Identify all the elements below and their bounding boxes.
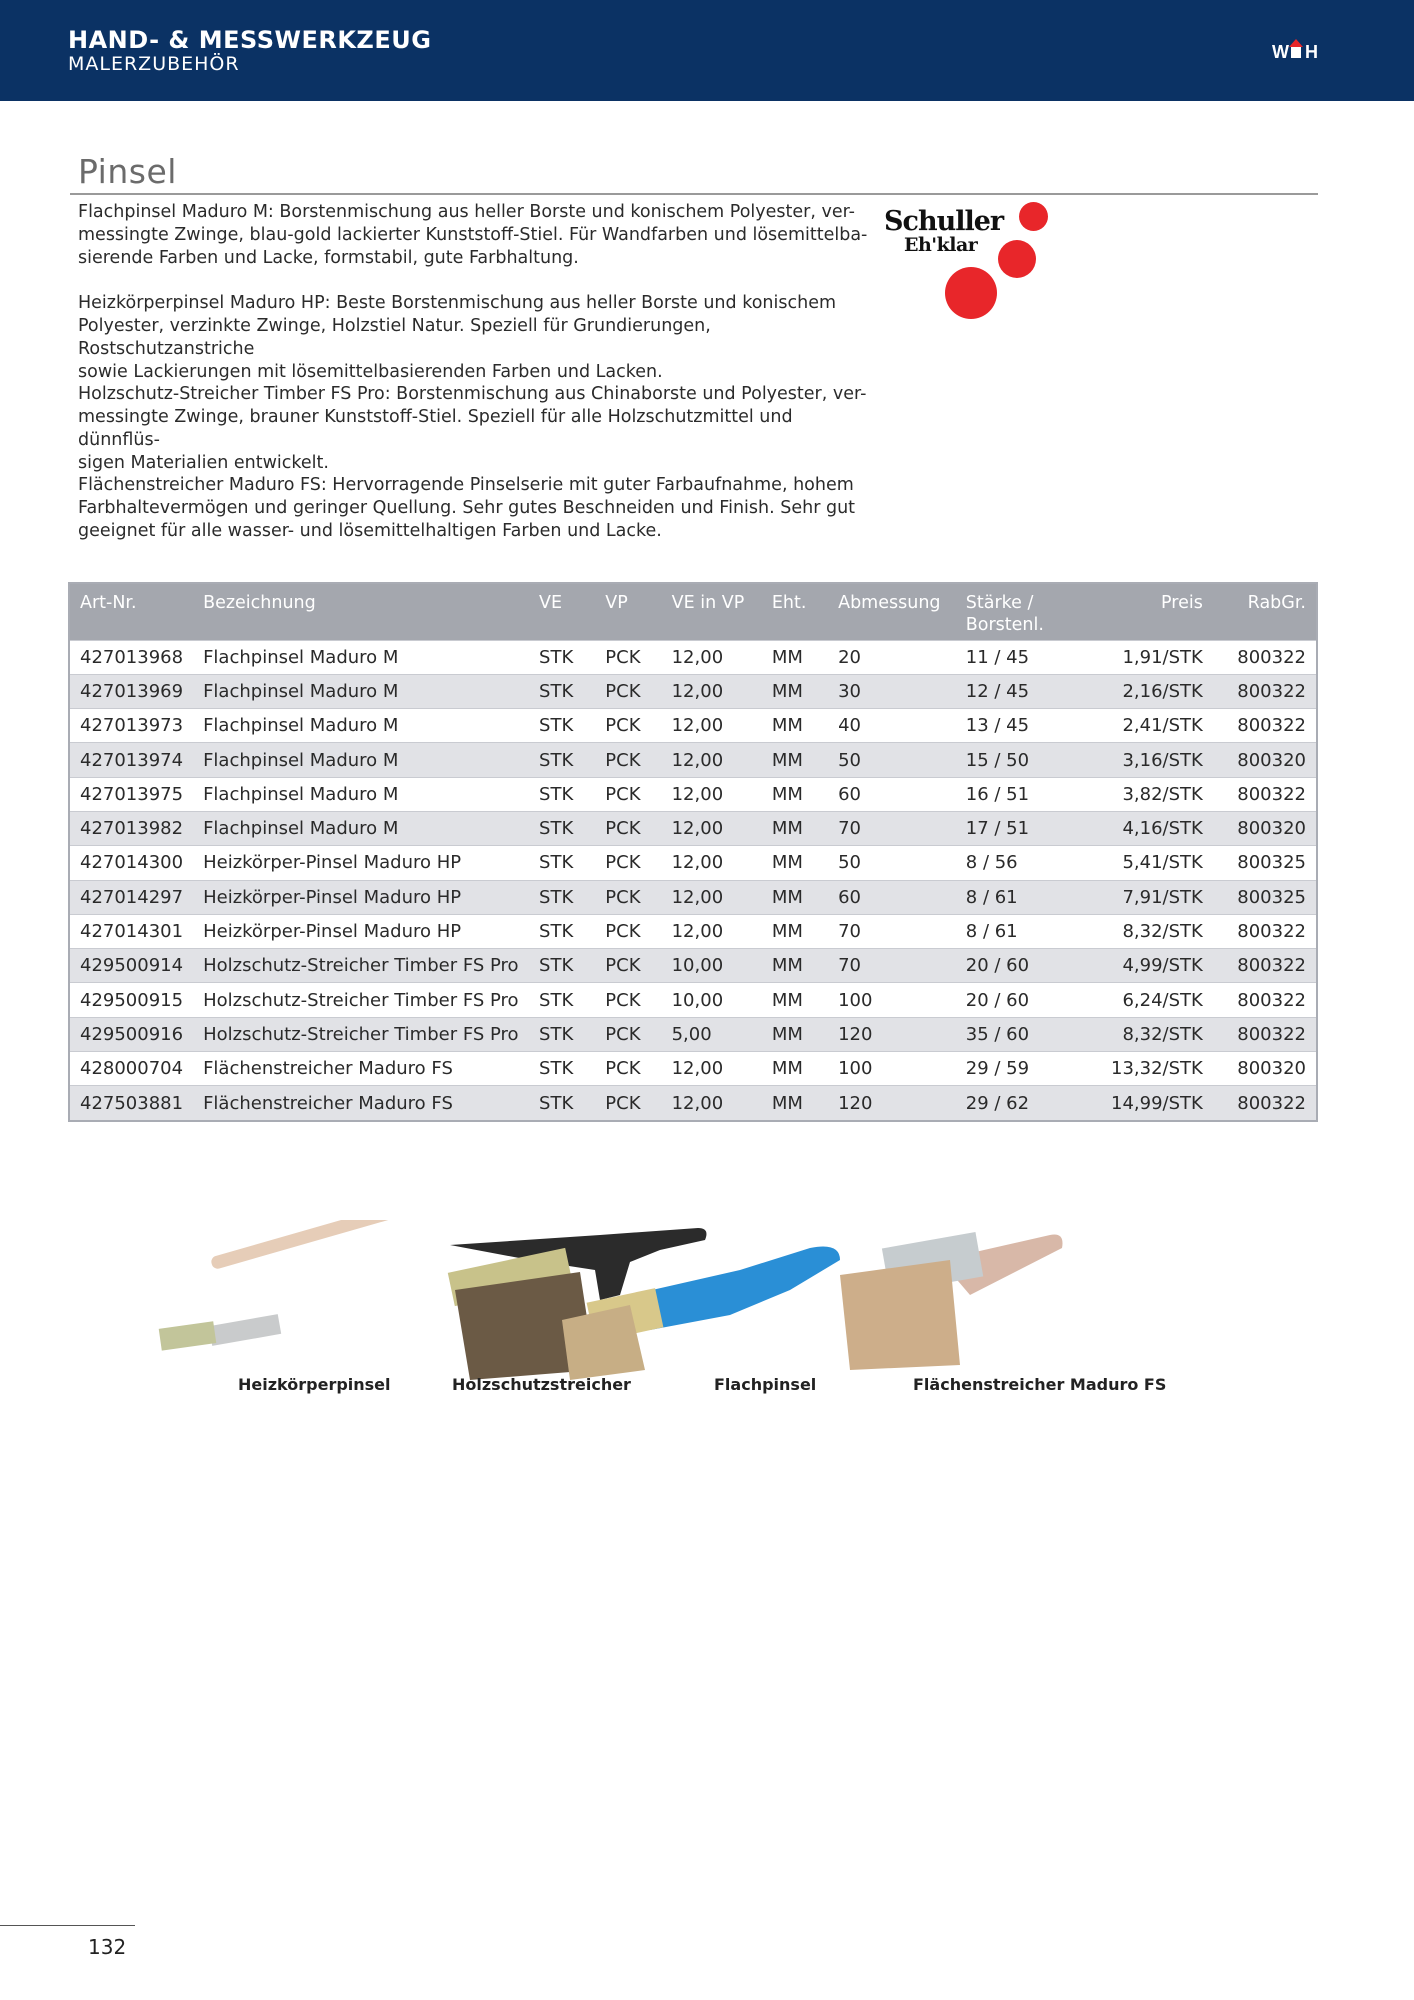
table-row — [70, 640, 1316, 674]
cell-bez: Holzschutz-Streicher Timber FS Pro — [203, 1023, 519, 1045]
cell-art: 427014300 — [80, 852, 184, 874]
table-row — [70, 743, 1316, 777]
cell-vevp: 10,00 — [671, 989, 724, 1011]
cell-ve: STK — [539, 852, 574, 874]
description-text: Flachpinsel Maduro M: Borstenmischung aus heller Borste und konischem Polyester, ver- messingte Zwinge, blau-gold lackierter Kunststoff-Stiel. Für Wandfarben und lösemittelba- sierende Farben und Lacke, formstabil, gute Farbhaltung. — [78, 202, 868, 268]
cell-ve: STK — [539, 955, 574, 977]
cell-eht: MM — [771, 852, 803, 874]
cell-rab: 800322 — [1237, 921, 1306, 943]
page-number: 132 — [88, 1935, 127, 1959]
cell-preis: 6,24/STK — [1122, 989, 1203, 1011]
cell-vevp: 12,00 — [671, 921, 724, 943]
header-subtitle: MALERZUBEHÖR — [68, 53, 240, 75]
table-row — [70, 880, 1316, 914]
cell-vp: PCK — [605, 886, 641, 908]
table-row — [70, 1052, 1316, 1086]
cell-staerke: 8 / 61 — [965, 921, 1018, 943]
cell-rab: 800322 — [1237, 715, 1306, 737]
cell-art: 427013968 — [80, 646, 184, 668]
cell-ve: STK — [539, 1058, 574, 1080]
brand-dot-icon — [998, 240, 1036, 278]
cell-rab: 800322 — [1237, 646, 1306, 668]
cell-eht: MM — [771, 646, 803, 668]
cell-rab: 800325 — [1237, 852, 1306, 874]
flaechenstreicher-image — [840, 1232, 1063, 1370]
cell-rab: 800322 — [1237, 955, 1306, 977]
cell-abm: 60 — [838, 886, 861, 908]
cell-vp: PCK — [605, 646, 641, 668]
cell-vp: PCK — [605, 852, 641, 874]
cell-rab: 800322 — [1237, 680, 1306, 702]
description-text: Heizkörperpinsel Maduro HP: Beste Borstenmischung aus heller Borste und konischem Polyester, verzinkte Zwinge, Holzstiel Natur. Speziell für Grundierungen, Rostschutzanstriche sowie Lackierungen mit lösemittelbasierenden Farben und Lacken. — [78, 293, 837, 382]
cell-vevp: 12,00 — [671, 1092, 724, 1114]
cell-art: 427013974 — [80, 749, 184, 771]
cell-vp: PCK — [605, 921, 641, 943]
cell-art: 427013982 — [80, 818, 184, 840]
cell-vevp: 12,00 — [671, 852, 724, 874]
cell-ve: STK — [539, 783, 574, 805]
table-row — [70, 949, 1316, 983]
cell-art: 429500916 — [80, 1023, 184, 1045]
cell-bez: Flächenstreicher Maduro FS — [203, 1058, 453, 1080]
cell-art: 428000704 — [80, 1058, 184, 1080]
cell-abm: 70 — [838, 955, 861, 977]
cell-staerke: 15 / 50 — [965, 749, 1030, 771]
cell-art: 427014301 — [80, 921, 184, 943]
cell-art: 427013969 — [80, 680, 184, 702]
cell-preis: 14,99/STK — [1111, 1092, 1203, 1114]
description-holzschutz — [78, 383, 878, 475]
cell-rab: 800322 — [1237, 989, 1306, 1011]
cell-vevp: 12,00 — [671, 818, 724, 840]
cell-abm: 120 — [838, 1023, 873, 1045]
cell-abm: 30 — [838, 680, 861, 702]
cell-preis: 5,41/STK — [1122, 852, 1203, 874]
cell-staerke: 20 / 60 — [965, 989, 1030, 1011]
cell-art: 427013973 — [80, 715, 184, 737]
cell-art: 427503881 — [80, 1092, 184, 1114]
cell-staerke: 13 / 45 — [965, 715, 1030, 737]
cell-abm: 70 — [838, 921, 861, 943]
caption-flaechenstreicher: Flächenstreicher Maduro FS — [913, 1375, 1167, 1394]
cell-vevp: 5,00 — [671, 1023, 712, 1045]
cell-art: 429500914 — [80, 955, 184, 977]
col-header-art-nr: Art-Nr. — [80, 593, 137, 613]
cell-rab: 800320 — [1237, 1058, 1306, 1080]
table-row — [70, 1017, 1316, 1051]
cell-preis: 8,32/STK — [1122, 921, 1203, 943]
cell-vp: PCK — [605, 680, 641, 702]
cell-bez: Flachpinsel Maduro M — [203, 818, 399, 840]
cell-vp: PCK — [605, 1092, 641, 1114]
cell-vevp: 12,00 — [671, 886, 724, 908]
col-header-staerke: Stärke / Borstenl. — [965, 593, 1044, 635]
cell-bez: Heizkörper-Pinsel Maduro HP — [203, 886, 462, 908]
table-row — [70, 983, 1316, 1017]
cell-bez: Flachpinsel Maduro M — [203, 646, 399, 668]
brand-name-line2: Eh'klar — [904, 234, 978, 256]
table-row — [70, 709, 1316, 743]
product-table — [68, 582, 1318, 1122]
svg-text:W: W — [1272, 42, 1289, 62]
cell-vp: PCK — [605, 1058, 641, 1080]
cell-bez: Heizkörper-Pinsel Maduro HP — [203, 921, 462, 943]
table-header-row — [70, 584, 1316, 640]
cell-staerke: 29 / 62 — [965, 1092, 1030, 1114]
cell-ve: STK — [539, 680, 574, 702]
cell-staerke: 17 / 51 — [965, 818, 1030, 840]
description-flachpinsel — [78, 201, 878, 270]
cell-ve: STK — [539, 1092, 574, 1114]
table-row — [70, 846, 1316, 880]
cell-vp: PCK — [605, 1023, 641, 1045]
cell-vevp: 12,00 — [671, 715, 724, 737]
cell-vevp: 10,00 — [671, 955, 724, 977]
cell-bez: Flachpinsel Maduro M — [203, 680, 399, 702]
cell-abm: 100 — [838, 989, 873, 1011]
cell-ve: STK — [539, 921, 574, 943]
cell-preis: 7,91/STK — [1122, 886, 1203, 908]
description-flaechenstreicher — [78, 474, 878, 543]
cell-abm: 120 — [838, 1092, 873, 1114]
brand-logo — [880, 198, 1055, 323]
table-row — [70, 674, 1316, 708]
brand-dot-icon — [945, 267, 997, 319]
cell-eht: MM — [771, 989, 803, 1011]
cell-preis: 3,82/STK — [1122, 783, 1203, 805]
cell-preis: 3,16/STK — [1122, 749, 1203, 771]
cell-vevp: 12,00 — [671, 783, 724, 805]
cell-abm: 100 — [838, 1058, 873, 1080]
caption-flachpinsel: Flachpinsel — [714, 1375, 817, 1394]
cell-staerke: 35 / 60 — [965, 1023, 1030, 1045]
cell-art: 429500915 — [80, 989, 184, 1011]
cell-ve: STK — [539, 818, 574, 840]
cell-bez: Flachpinsel Maduro M — [203, 749, 399, 771]
cell-rab: 800322 — [1237, 1092, 1306, 1114]
caption-heizkoerperpinsel: Heizkörperpinsel — [238, 1375, 391, 1394]
cell-ve: STK — [539, 886, 574, 908]
cell-eht: MM — [771, 1092, 803, 1114]
col-header-bezeichnung: Bezeichnung — [203, 593, 316, 613]
cell-vp: PCK — [605, 749, 641, 771]
cell-eht: MM — [771, 783, 803, 805]
cell-staerke: 8 / 56 — [965, 852, 1018, 874]
heizkoerperpinsel-image — [159, 1220, 435, 1351]
col-header-rabgr: RabGr. — [1247, 593, 1306, 613]
description-text: Holzschutz-Streicher Timber FS Pro: Borstenmischung aus Chinaborste und Polyester, ver- messingte Zwinge, brauner Kunststoff-Stiel. Speziell für alle Holzschutzmittel und dünnflüs- sigen Materialien entwickelt. — [78, 384, 867, 473]
cell-abm: 50 — [838, 852, 861, 874]
cell-vp: PCK — [605, 783, 641, 805]
cell-eht: MM — [771, 818, 803, 840]
cell-preis: 1,91/STK — [1122, 646, 1203, 668]
description-heizkoerperpinsel — [78, 292, 878, 384]
cell-rab: 800320 — [1237, 818, 1306, 840]
cell-staerke: 16 / 51 — [965, 783, 1030, 805]
cell-vevp: 12,00 — [671, 646, 724, 668]
cell-bez: Flächenstreicher Maduro FS — [203, 1092, 453, 1114]
brand-dot-icon — [1019, 202, 1048, 231]
cell-abm: 20 — [838, 646, 861, 668]
cell-art: 427013975 — [80, 783, 184, 805]
company-logo-icon — [1272, 36, 1322, 62]
cell-vp: PCK — [605, 989, 641, 1011]
cell-staerke: 12 / 45 — [965, 680, 1030, 702]
table-row — [70, 914, 1316, 948]
cell-staerke: 8 / 61 — [965, 886, 1018, 908]
col-header-eht: Eht. — [771, 593, 807, 613]
cell-preis: 4,16/STK — [1122, 818, 1203, 840]
col-header-ve-in-vp: VE in VP — [671, 593, 745, 613]
header-title: HAND- & MESSWERKZEUG — [68, 26, 432, 54]
cell-ve: STK — [539, 749, 574, 771]
cell-bez: Flachpinsel Maduro M — [203, 715, 399, 737]
page-header — [0, 0, 1414, 101]
cell-art: 427014297 — [80, 886, 184, 908]
col-header-preis: Preis — [1161, 593, 1203, 613]
cell-eht: MM — [771, 921, 803, 943]
cell-preis: 13,32/STK — [1111, 1058, 1203, 1080]
cell-eht: MM — [771, 1023, 803, 1045]
cell-staerke: 11 / 45 — [965, 646, 1030, 668]
cell-staerke: 20 / 60 — [965, 955, 1030, 977]
cell-rab: 800322 — [1237, 783, 1306, 805]
cell-vevp: 12,00 — [671, 749, 724, 771]
brand-name-line1: Schuller — [884, 206, 1004, 237]
col-header-ve: VE — [539, 593, 563, 613]
cell-ve: STK — [539, 646, 574, 668]
cell-rab: 800325 — [1237, 886, 1306, 908]
cell-abm: 50 — [838, 749, 861, 771]
caption-holzschutzstreicher: Holzschutzstreicher — [452, 1375, 631, 1394]
cell-vp: PCK — [605, 955, 641, 977]
col-header-abmessung: Abmessung — [838, 593, 941, 613]
cell-eht: MM — [771, 715, 803, 737]
cell-abm: 70 — [838, 818, 861, 840]
cell-ve: STK — [539, 1023, 574, 1045]
cell-abm: 40 — [838, 715, 861, 737]
description-text: Flächenstreicher Maduro FS: Hervorragende Pinselserie mit guter Farbaufnahme, hohem Farbhaltevermögen und geringer Quellung. Sehr gutes Beschneiden und Finish. Sehr gut geeignet für alle wasser- und lösemittelhaltigen Farben und Lacke. — [78, 475, 856, 541]
section-title: Pinsel — [78, 152, 177, 191]
cell-eht: MM — [771, 955, 803, 977]
cell-bez: Flachpinsel Maduro M — [203, 783, 399, 805]
cell-vevp: 12,00 — [671, 1058, 724, 1080]
cell-bez: Holzschutz-Streicher Timber FS Pro — [203, 989, 519, 1011]
table-row — [70, 777, 1316, 811]
cell-vp: PCK — [605, 715, 641, 737]
cell-eht: MM — [771, 749, 803, 771]
svg-text:H: H — [1305, 42, 1318, 62]
cell-preis: 4,99/STK — [1122, 955, 1203, 977]
cell-preis: 8,32/STK — [1122, 1023, 1203, 1045]
cell-eht: MM — [771, 680, 803, 702]
cell-eht: MM — [771, 886, 803, 908]
cell-bez: Heizkörper-Pinsel Maduro HP — [203, 852, 462, 874]
cell-rab: 800320 — [1237, 749, 1306, 771]
footer-divider — [0, 1925, 135, 1926]
section-divider — [70, 193, 1318, 195]
cell-preis: 2,16/STK — [1122, 680, 1203, 702]
cell-vevp: 12,00 — [671, 680, 724, 702]
cell-eht: MM — [771, 1058, 803, 1080]
cell-vp: PCK — [605, 818, 641, 840]
col-header-vp: VP — [605, 593, 628, 613]
cell-ve: STK — [539, 989, 574, 1011]
cell-rab: 800322 — [1237, 1023, 1306, 1045]
table-row — [70, 811, 1316, 845]
cell-preis: 2,41/STK — [1122, 715, 1203, 737]
cell-bez: Holzschutz-Streicher Timber FS Pro — [203, 955, 519, 977]
cell-ve: STK — [539, 715, 574, 737]
cell-staerke: 29 / 59 — [965, 1058, 1030, 1080]
cell-abm: 60 — [838, 783, 861, 805]
table-row — [70, 1086, 1316, 1120]
